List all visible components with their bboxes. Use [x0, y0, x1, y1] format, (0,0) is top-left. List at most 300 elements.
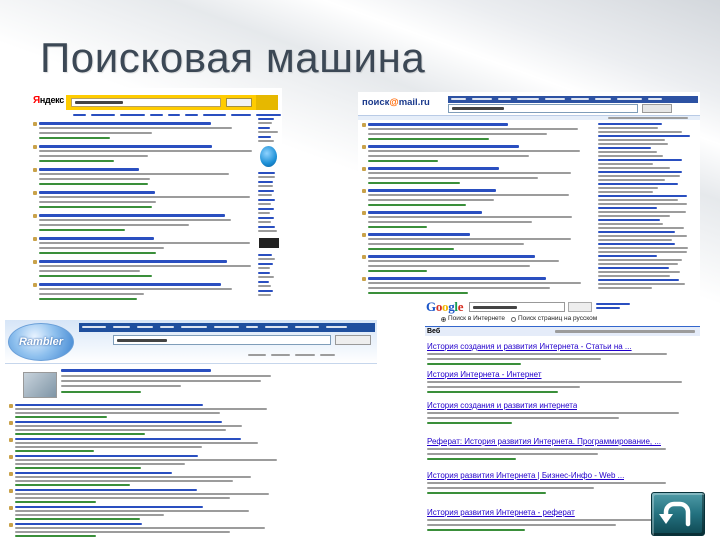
header-divider — [5, 363, 377, 364]
result-url[interactable] — [427, 422, 512, 424]
ad-text-line — [258, 185, 273, 187]
ad-link[interactable] — [258, 217, 274, 219]
ad-text-line — [598, 251, 687, 253]
result-url[interactable] — [15, 535, 96, 537]
ad-link[interactable] — [598, 243, 675, 245]
result-snippet-line — [15, 425, 242, 427]
result-url[interactable] — [368, 138, 489, 140]
search-query-text — [452, 107, 504, 110]
ad-text-line — [598, 259, 682, 261]
ad-text-line — [598, 263, 678, 265]
ad-link[interactable] — [258, 226, 275, 228]
result-snippet-line — [39, 247, 164, 249]
search-result — [33, 122, 253, 144]
result-snippet-line — [368, 150, 580, 152]
search-result — [33, 145, 253, 167]
ad-text-line — [598, 275, 670, 277]
result-snippet-line — [15, 531, 230, 533]
nav-link[interactable] — [295, 326, 319, 328]
nav-link[interactable] — [595, 98, 611, 100]
result-url[interactable] — [368, 160, 438, 162]
result-title-link[interactable] — [15, 489, 197, 491]
ad-text-line — [598, 139, 665, 141]
ad-item — [258, 181, 279, 188]
favicon-icon — [33, 191, 37, 195]
result-url[interactable] — [368, 182, 460, 184]
result-title-link[interactable] — [39, 168, 139, 171]
favicon-icon — [362, 211, 366, 215]
result-title-link[interactable] — [39, 237, 154, 240]
favicon-icon — [362, 277, 366, 281]
favicon-icon — [362, 123, 366, 127]
result-url[interactable] — [15, 450, 94, 452]
result-title-link[interactable]: История развития Интернета - реферат — [427, 508, 575, 517]
result-title-link[interactable] — [15, 438, 241, 440]
ad-link[interactable] — [598, 231, 675, 233]
result-snippet-line — [39, 219, 231, 221]
nav-link[interactable] — [617, 98, 642, 100]
result-url[interactable] — [368, 204, 466, 206]
nav-link[interactable] — [160, 326, 174, 328]
ad-text-line — [258, 194, 272, 196]
ad-link[interactable] — [598, 123, 662, 125]
search-result — [427, 342, 695, 370]
result-snippet-line — [368, 260, 559, 262]
result-snippet-line — [15, 446, 202, 448]
favicon-icon — [9, 404, 13, 408]
result-url[interactable] — [427, 363, 521, 365]
search-bar-end — [256, 95, 278, 110]
ad-item — [598, 255, 696, 266]
result-url[interactable] — [15, 501, 96, 503]
result-snippet-line — [368, 221, 532, 223]
ad-link[interactable] — [258, 290, 273, 292]
ad-link[interactable] — [598, 159, 682, 161]
search-result — [33, 191, 253, 213]
favicon-icon — [362, 189, 366, 193]
return-button[interactable] — [651, 492, 705, 536]
settings-link[interactable] — [596, 307, 620, 309]
service-link[interactable] — [120, 114, 145, 116]
mail-search-logo[interactable] — [362, 98, 430, 108]
ad-item — [598, 123, 696, 134]
result-snippet-line — [368, 155, 529, 157]
result-snippet-line — [39, 293, 144, 295]
favicon-icon — [9, 489, 13, 493]
search-result — [33, 283, 253, 305]
ad-link[interactable] — [598, 219, 660, 221]
yandex-screenshot — [30, 88, 282, 306]
nav-link[interactable] — [451, 98, 466, 100]
result-url[interactable] — [39, 229, 125, 231]
ad-text-line — [258, 276, 274, 278]
result-snippet-line — [15, 463, 185, 465]
search-input[interactable] — [448, 104, 638, 113]
result-snippet-line — [368, 216, 572, 218]
favicon-icon — [33, 122, 37, 126]
result-snippet-line — [39, 224, 189, 226]
ad-text-line — [258, 203, 271, 205]
radio-search-russian[interactable] — [511, 317, 516, 322]
result-title-link[interactable] — [368, 123, 508, 126]
result-title-link[interactable] — [39, 122, 211, 125]
result-title-link[interactable] — [368, 189, 496, 192]
ad-link[interactable] — [258, 281, 269, 283]
result-snippet-line — [427, 482, 666, 484]
search-button[interactable] — [226, 98, 252, 107]
ad-link[interactable] — [258, 263, 273, 265]
ad-logo-icon[interactable] — [260, 146, 277, 167]
info-text — [248, 354, 266, 356]
yandex-logo-rest: ндекс — [39, 95, 64, 105]
result-url[interactable] — [15, 416, 107, 418]
result-url[interactable] — [427, 458, 516, 460]
result-url[interactable] — [39, 137, 110, 139]
ad-link[interactable] — [598, 195, 687, 197]
ad-link[interactable] — [258, 181, 273, 183]
result-url[interactable] — [368, 226, 427, 228]
result-snippet-line — [368, 265, 530, 267]
ad-item — [258, 290, 279, 297]
mail-logo-main: поиск — [362, 97, 390, 108]
result-snippet-line — [427, 353, 667, 355]
search-result — [362, 167, 590, 188]
search-result — [362, 189, 590, 210]
ad-link[interactable] — [258, 272, 270, 274]
nav-link[interactable] — [82, 326, 106, 328]
result-snippet-line — [427, 381, 682, 383]
ad-link[interactable] — [598, 183, 678, 185]
search-query-text — [75, 101, 123, 104]
ad-text-line — [598, 247, 688, 249]
ad-text-line — [258, 230, 277, 232]
result-title-link[interactable] — [368, 233, 470, 236]
search-result — [9, 404, 281, 420]
mail-top-nav — [448, 96, 698, 103]
result-title-link[interactable] — [368, 277, 546, 280]
yandex-service-links — [70, 113, 270, 117]
result-title-link[interactable] — [39, 260, 227, 263]
ad-text-line — [258, 212, 270, 214]
tab-web[interactable]: Веб — [427, 328, 441, 335]
result-snippet-line — [427, 524, 616, 526]
ad-item — [258, 281, 279, 288]
result-url[interactable] — [15, 467, 141, 469]
result-url[interactable] — [427, 529, 525, 531]
result-title-link[interactable] — [39, 145, 212, 148]
result-snippet-line — [61, 380, 261, 382]
ad-text-line — [258, 176, 275, 178]
result-snippet-line — [39, 196, 250, 198]
nav-link[interactable] — [326, 326, 347, 328]
search-button[interactable] — [335, 335, 371, 345]
result-snippet-line — [39, 288, 232, 290]
favicon-icon — [362, 255, 366, 259]
nav-link[interactable] — [545, 98, 565, 100]
result-url[interactable] — [15, 518, 140, 520]
search-result — [33, 237, 253, 259]
nav-link[interactable] — [648, 98, 662, 100]
favicon-icon — [33, 260, 37, 264]
ad-text-line — [258, 131, 278, 133]
nav-link[interactable] — [517, 98, 539, 100]
nav-link[interactable] — [113, 326, 130, 328]
search-result — [362, 145, 590, 166]
google-logo-letter: l — [454, 299, 458, 314]
rambler-featured-result — [61, 369, 281, 399]
result-title-link[interactable]: История создания и развития интернета — [427, 401, 578, 410]
yandex-logo[interactable] — [33, 96, 64, 106]
ad-item — [598, 243, 696, 254]
result-url[interactable] — [368, 270, 427, 272]
results-count — [608, 117, 688, 119]
return-arrow-icon — [652, 493, 704, 535]
google-logo[interactable] — [426, 300, 463, 313]
advanced-search-link[interactable] — [596, 303, 630, 305]
result-url[interactable] — [39, 275, 152, 277]
result-snippet-line — [15, 527, 265, 529]
nav-link[interactable] — [571, 98, 589, 100]
result-title-link[interactable] — [39, 283, 221, 286]
ad-image[interactable] — [259, 238, 279, 248]
ad-text-line — [258, 285, 271, 287]
mail-search-screenshot — [358, 92, 700, 298]
result-snippet-line — [39, 201, 156, 203]
result-url[interactable] — [39, 183, 148, 185]
ad-link[interactable] — [598, 147, 651, 149]
ad-link[interactable] — [258, 127, 270, 129]
result-snippet-line — [39, 150, 252, 152]
radio-search-web[interactable] — [441, 317, 446, 322]
search-result — [9, 489, 281, 505]
result-title-link[interactable] — [39, 191, 155, 194]
radio-label: Поиск в Интернете — [448, 315, 505, 323]
result-snippet-line — [15, 459, 277, 461]
service-link[interactable] — [168, 114, 180, 116]
service-link[interactable] — [203, 114, 226, 116]
favicon-icon — [9, 472, 13, 476]
ad-text-line — [258, 258, 275, 260]
ad-link[interactable] — [598, 255, 657, 257]
result-url[interactable] — [427, 391, 558, 393]
ad-item — [258, 226, 279, 233]
search-result — [362, 255, 590, 276]
result-snippet-line — [39, 242, 250, 244]
search-result — [362, 233, 590, 254]
result-snippet-line — [39, 178, 150, 180]
ad-text-line — [598, 127, 658, 129]
search-result — [33, 214, 253, 236]
ad-item — [598, 219, 696, 230]
result-title-link[interactable] — [15, 472, 172, 474]
ad-text-line — [598, 235, 687, 237]
ad-text-line — [598, 155, 663, 157]
ad-link[interactable] — [598, 279, 679, 281]
service-link[interactable] — [231, 114, 251, 116]
ad-link[interactable] — [598, 171, 682, 173]
google-logo-letter: G — [426, 299, 436, 314]
ad-item — [598, 183, 696, 194]
result-title-link[interactable]: История Интернета - Интернет — [427, 370, 542, 379]
result-snippet-line — [427, 412, 679, 414]
result-title-link[interactable] — [15, 421, 222, 423]
favicon-icon — [362, 233, 366, 237]
ad-text-line — [598, 131, 682, 133]
result-url[interactable] — [15, 484, 130, 486]
result-title-link[interactable] — [15, 523, 142, 525]
result-title-link[interactable] — [15, 506, 203, 508]
search-input[interactable] — [469, 302, 565, 312]
ad-link[interactable] — [598, 135, 690, 137]
ad-link[interactable] — [598, 267, 669, 269]
nav-link[interactable] — [472, 98, 492, 100]
ad-item — [258, 272, 279, 279]
result-snippet-line — [15, 514, 164, 516]
ad-text-line — [258, 267, 270, 269]
ad-text-line — [598, 203, 687, 205]
result-snippet-line — [368, 238, 571, 240]
ad-text-line — [598, 199, 678, 201]
result-title-link[interactable] — [39, 214, 225, 217]
google-logo-letter: g — [448, 299, 455, 314]
ad-link[interactable] — [258, 136, 271, 138]
favicon-icon — [9, 438, 13, 442]
ad-link[interactable] — [258, 254, 272, 256]
nav-link[interactable] — [214, 326, 239, 328]
ad-link[interactable] — [258, 199, 275, 201]
result-title-link[interactable] — [368, 167, 499, 170]
search-result — [9, 455, 281, 471]
nav-link[interactable] — [181, 326, 207, 328]
search-scope-options — [441, 315, 603, 324]
result-snippet-line — [61, 385, 181, 387]
ad-text-line — [598, 163, 653, 165]
result-title-link[interactable] — [15, 455, 198, 457]
result-snippet-line — [427, 386, 580, 388]
favicon-icon — [9, 455, 13, 459]
result-url[interactable] — [427, 492, 546, 494]
ad-text-line — [598, 287, 652, 289]
result-url[interactable] — [39, 298, 137, 300]
result-snippet-line — [39, 173, 229, 175]
favicon-icon — [33, 237, 37, 241]
ad-text-line — [598, 191, 653, 193]
info-text — [295, 354, 315, 356]
service-link[interactable] — [256, 114, 281, 116]
ad-text-line — [598, 167, 670, 169]
ad-text-line — [258, 122, 272, 124]
ad-item — [258, 199, 279, 206]
result-title-link[interactable]: Реферат: История развития Интернета. Программирование, ... — [427, 437, 662, 446]
search-query-text — [117, 339, 167, 342]
result-title-link[interactable] — [368, 211, 482, 214]
result-url[interactable] — [368, 248, 454, 250]
ad-link[interactable] — [598, 207, 657, 209]
search-result — [9, 472, 281, 488]
service-link[interactable] — [91, 114, 115, 116]
search-input[interactable] — [113, 335, 331, 345]
result-url[interactable] — [39, 206, 152, 208]
rambler-logo[interactable] — [8, 323, 74, 361]
favicon-icon — [9, 506, 13, 510]
result-title-link[interactable]: История развития Интернета | Бизнес-Инфо - Web ... — [427, 471, 625, 480]
search-query-text — [473, 306, 517, 309]
result-snippet — [427, 353, 695, 370]
ad-text-line — [598, 227, 684, 229]
result-title-link[interactable] — [368, 255, 535, 258]
service-link[interactable] — [73, 114, 86, 116]
result-snippet-line — [15, 476, 251, 478]
ad-item — [598, 207, 696, 218]
ad-text-line — [598, 283, 685, 285]
ad-item — [598, 135, 696, 146]
result-snippet-line — [427, 519, 671, 521]
result-title-link[interactable] — [368, 145, 519, 148]
ad-link[interactable] — [258, 208, 274, 210]
results-count — [555, 330, 695, 333]
info-text — [320, 354, 335, 356]
ad-item — [598, 171, 696, 182]
result-snippet-line — [368, 194, 569, 196]
ad-link[interactable] — [258, 118, 274, 120]
ad-link[interactable] — [258, 190, 274, 192]
result-url[interactable] — [39, 252, 156, 254]
rambler-results — [9, 404, 281, 540]
result-title-link[interactable]: История создания и развития Интернета - Статьи на ... — [427, 342, 632, 351]
result-url[interactable] — [61, 391, 141, 393]
nav-link[interactable] — [265, 326, 288, 328]
search-result — [362, 123, 590, 144]
favicon-icon — [9, 523, 13, 527]
nav-link[interactable] — [498, 98, 511, 100]
ad-item — [258, 190, 279, 197]
result-snippet-line — [427, 417, 619, 419]
nav-link[interactable] — [137, 326, 153, 328]
ad-item — [258, 254, 279, 261]
results-info-band — [358, 115, 700, 120]
results-info — [245, 351, 365, 359]
ad-item — [598, 279, 696, 290]
result-url[interactable] — [15, 433, 145, 435]
result-snippet-line — [368, 243, 524, 245]
result-snippet-line — [39, 265, 251, 267]
ad-text-line — [598, 271, 680, 273]
result-snippet-line — [427, 448, 666, 450]
result-url[interactable] — [39, 160, 114, 162]
result-title-link[interactable] — [15, 404, 203, 406]
mail-ads-column — [598, 123, 698, 298]
service-link[interactable] — [150, 114, 163, 116]
search-button[interactable] — [642, 104, 672, 113]
results-bar — [425, 326, 700, 336]
search-input[interactable] — [71, 98, 221, 107]
result-url[interactable] — [368, 292, 468, 294]
result-snippet-line — [15, 442, 258, 444]
result-snippet-line — [15, 510, 249, 512]
result-snippet-line — [15, 412, 220, 414]
result-title-link[interactable] — [61, 369, 211, 372]
nav-link[interactable] — [246, 326, 258, 328]
search-button[interactable] — [568, 302, 592, 312]
ad-item — [598, 159, 696, 170]
ad-item — [258, 136, 279, 143]
result-thumbnail-image[interactable] — [23, 372, 57, 398]
ad-item — [258, 263, 279, 270]
ad-item — [258, 172, 279, 179]
ad-link[interactable] — [258, 172, 275, 174]
service-link[interactable] — [185, 114, 198, 116]
result-snippet-line — [15, 497, 230, 499]
